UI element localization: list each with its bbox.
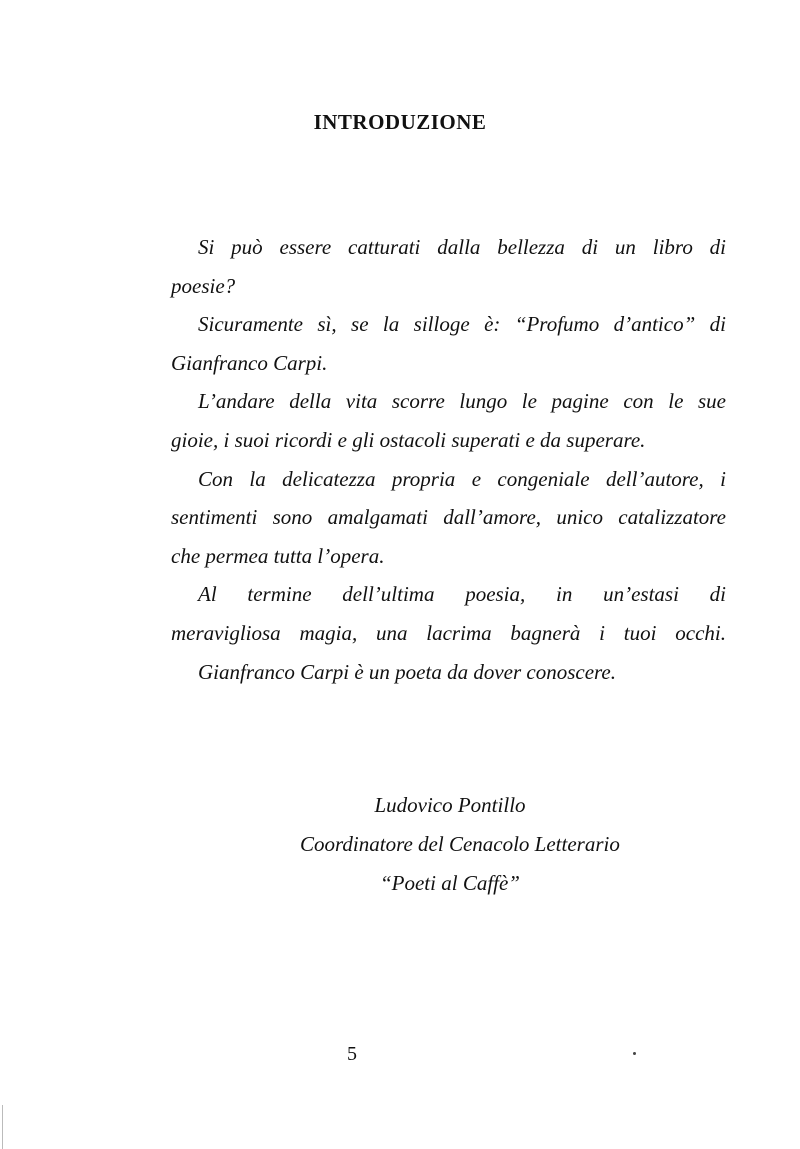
paragraph-1-line-2: poesie?	[171, 273, 236, 298]
paragraph-3-line-2: gioie, i suoi ricordi e gli ostacoli superati e da superare.	[171, 427, 646, 452]
body-text	[171, 228, 726, 691]
paragraph-4-line-3: che permea tutta l’opera.	[171, 543, 385, 568]
paragraph-4-line-1: Con la delicatezza propria e congeniale dell’autore, i	[198, 466, 726, 491]
signature-group: “Poeti al Caffè”	[379, 871, 520, 895]
paragraph-2-line-2: Gianfranco Carpi.	[171, 350, 328, 375]
signature-name: Ludovico Pontillo	[374, 793, 526, 817]
scan-edge-mark	[2, 1105, 3, 1149]
signature-role: Coordinatore del Cenacolo Letterario	[300, 832, 620, 856]
page-title: INTRODUZIONE	[313, 110, 487, 134]
paragraph-5-line-1: Al termine dell’ultima poesia, in un’estasi di	[198, 582, 726, 607]
paragraph-1-line-1: Si può essere catturati dalla bellezza di un libro di	[198, 235, 726, 259]
paragraph-6-line-1: Gianfranco Carpi è un poeta da dover conoscere.	[198, 659, 616, 684]
page-number: 5	[347, 1043, 357, 1065]
paragraph-2-line-1: Sicuramente sì, se la silloge è: “Profumo d’antico” di	[198, 312, 726, 337]
paragraph-4-line-2: sentimenti sono amalgamati dall’amore, unico catalizzatore	[171, 505, 726, 530]
signature-block	[300, 786, 620, 903]
scan-speck	[633, 1052, 636, 1055]
paragraph-3-line-1: L’andare della vita scorre lungo le pagine con le sue	[198, 389, 726, 414]
paragraph-5-line-2: meravigliosa magia, una lacrima bagnerà i tuoi occhi.	[171, 620, 726, 645]
